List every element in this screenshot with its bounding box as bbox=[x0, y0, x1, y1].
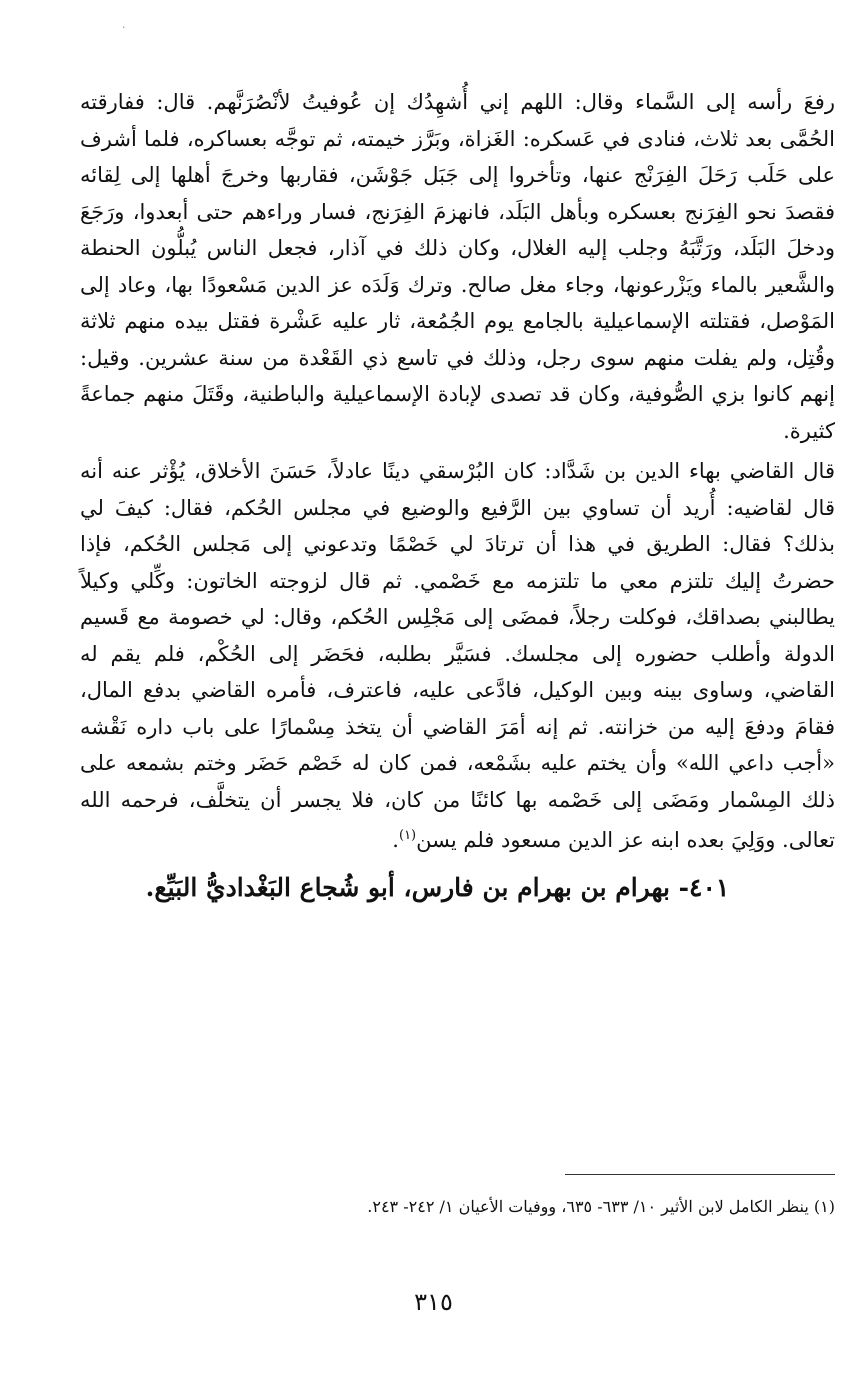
corner-mark: ٠ bbox=[121, 22, 127, 33]
entry-heading: ٤٠١- بهرام بن بهرام بن فارس، أبو شُجاع البَغْداديُّ البَيِّع. bbox=[145, 872, 730, 902]
paragraph-2: قال القاضي بهاء الدين بن شَدَّاد: كان البُرْسقي دينًا عادلاً، حَسَنَ الأخلاق، يُؤْثر عنه أنه قال لقاضيه: أُريد أن تساوي بين الرَّفيع والوضيع في مجلس الحُكم، فقال: كيفَ لي بذلك؟ فقال: الطريق في هذا أن ترتادَ لي خَصْمًا وتدعوني إلى مَجلس الحُكم، فإذا حضرتُ إليك تلتزم معي ما تلتزمه مع خَصْمي. ثم قال لزوجته الخاتون: وكِّلي وكيلاً يطالبني بصداقك، فوكلت رجلاً، فمضَى إلى مَجْلِس الحُكم، وقال: لي خصومة مع قَسيم الدولة وأطلب حضوره إلى مجلسك. فسَيَّر بطلبه، فحَضَر إلى الحُكْم، فلم يقم له القاضي، وساوى بينه وبين الوكيل، فادَّعى عليه، فاعترف، فأمره القاضي بدفع المال، فقامَ ودفعَ إليه من خزانته. ثم إنه أمَرَ القاضي أن يتخذ مِسْمارًا على باب داره نَقْشه «أجب داعي الله» وأن يختم عليه بشَمْعه، فمن كان له خَصْم حَضَر وختم بشمعه على ذلك المِسْمار ومَضَى إلى خَصْمه بها كائنًا من كان، فلا يجسر أن يتخلَّف، فرحمه الله تعالى. ووَلِيَ بعده ابنه عز الدين مسعود فلم يسن$^{(١)}$. bbox=[80, 459, 835, 852]
paragraph-1: رفعَ رأسه إلى السَّماء وقال: اللهم إني أُشهِدُك إن عُوفيتُ لأنْصُرَنَّهم. قال: ففارقته الحُمَّى بعد ثلاث، فنادى في عَسكره: الغَزاة، وبَرَّز خيمته، ثم توجَّه بعساكره، فلما أشرف على حَلَب رَحَلَ الفِرَنْج عنها، وتأخروا إلى جَبَل جَوْشَن، فقاربها وخرجَ أهلها إلى لِقائه فقصدَ نحو الفِرَنج بعسكره وبأهل البَلَد، فانهزمَ الفِرَنج، فسار وراءهم حتى أبعدوا، ورَجَعَ ودخلَ البَلَد، ورَتَّبَهُ وجلب إليه الغلال، وكان ذلك في آذار، فجعل الناس يُبلُّون الحنطة والشَّعير بالماء ويَزْرعونها، وجاء مغل صالح. وترك وَلَدَه عز الدين مَسْعودًا بها، وعاد إلى المَوْصل، فقتلته الإسماعيلية بالجامع يوم الجُمُعة، ثار عليه عَشْرة فقتل بيده منهم ثلاثة وقُتِل، ولم يفلت منهم سوى رجل، وذلك في تاسع ذي القَعْدة من سنة عشرين. وقيل: إنهم كانوا بزي الصُّوفية، وكان قد تصدى لإبادة الإسماعيلية والباطنية، وقَتَلَ منهم جماعةً كثيرة. bbox=[80, 90, 835, 443]
footnotes bbox=[80, 1174, 835, 1219]
footnote-marker: (١) bbox=[398, 828, 417, 843]
footnote-1: (١) ينظر الكامل لابن الأثير ١٠/ ٦٣٣- ٦٣٥، ووفيات الأعيان ١/ ٢٤٢- ٢٤٣. bbox=[367, 1197, 835, 1216]
page-number: ٣١٥ bbox=[414, 1288, 453, 1316]
main-text bbox=[80, 84, 835, 902]
paragraph-2-text: قال القاضي بهاء الدين بن شَدَّاد: كان البُرْسقي دينًا عادلاً، حَسَنَ الأخلاق، يُؤْثر عنه أنه قال لقاضيه: أُريد أن تساوي بين الرَّفيع والوضيع في مجلس الحُكم، فقال: كيفَ لي بذلك؟ فقال: الطريق في هذا أن ترتادَ لي خَصْمًا وتدعوني إلى مَجلس الحُكم، فإذا حضرتُ إليك تلتزم معي ما تلتزمه مع خَصْمي. ثم قال لزوجته الخاتون: وكِّلي وكيلاً يطالبني بصداقك، فوكلت رجلاً، فمضَى إلى مَجْلِس الحُكم، وقال: لي خصومة مع قَسيم الدولة وأطلب حضوره إلى مجلسك. فسَيَّر بطلبه، فحَضَر إلى الحُكْم، فلم يقم له القاضي، وساوى بينه وبين الوكيل، فادَّعى عليه، فاعترف، فأمره القاضي بدفع المال، فقامَ ودفعَ إليه من خزانته. ثم إنه أمَرَ القاضي أن يتخذ مِسْمارًا على باب داره نَقْشه «أجب داعي الله» وأن يختم عليه بشَمْعه، فمن كان له خَصْم حَضَر وختم بشمعه على ذلك المِسْمار ومَضَى إلى خَصْمه بها كائنًا من كان، فلا يجسر أن يتخلَّف، فرحمه الله تعالى. ووَلِيَ بعده ابنه عز الدين مسعود فلم يسن bbox=[80, 459, 835, 852]
footnote-divider bbox=[565, 1174, 835, 1175]
